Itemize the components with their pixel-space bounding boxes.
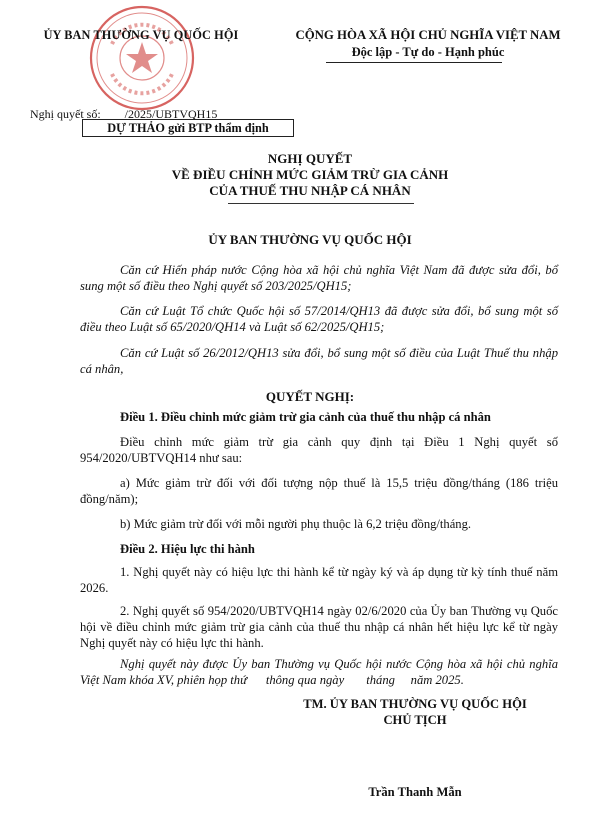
article-2-clause-2: 2. Nghị quyết số 954/2020/UBTVQH14 ngày 02/6/2020 của Ủy ban Thường vụ Quốc hội về điều chỉnh mức giảm trừ gia cảnh của thuế thu nhập cá nhân hết hiệu lực kể từ ngày Nghị quyết này có hiệu lực thi hành. [80,604,558,650]
signature-organization: TM. ỦY BAN THƯỜNG VỤ QUỐC HỘI [303,697,527,711]
signer-name: Trần Thanh Mẫn [368,785,462,799]
preamble-organization-law: Căn cứ Luật Tổ chức Quốc hội số 57/2014/QH13 đã được sửa đổi, bổ sung một số điều theo Luật số 65/2020/QH14 và Luật số 62/2025/QH15; [80,304,558,334]
signature-title: CHỦ TỊCH [383,713,447,727]
article-1-point-b: b) Mức giảm trừ đối với mỗi người phụ thuộc là 6,2 triệu đồng/tháng. [120,517,472,531]
official-seal-icon [88,4,196,112]
article-2-heading: Điều 2. Hiệu lực thi hành [120,542,255,556]
title-line-2: VỀ ĐIỀU CHỈNH MỨC GIẢM TRỪ GIA CẢNH [171,167,449,182]
agency-name: ỦY BAN THƯỜNG VỤ QUỐC HỘI [43,28,239,42]
article-1-intro: Điều chỉnh mức giảm trừ gia cảnh quy định tại Điều 1 Nghị quyết số 954/2020/UBTVQH14 như sau: [80,435,558,465]
article-1-point-a: a) Mức giảm trừ đối với đối tượng nộp thuế là 15,5 triệu đồng/tháng (186 triệu đồng/năm); [80,476,558,506]
document-title [100,151,520,199]
title-line-1: NGHỊ QUYẾT [267,151,353,166]
preamble-constitution: Căn cứ Hiến pháp nước Cộng hòa xã hội chủ nghĩa Việt Nam đã được sửa đổi, bổ sung một số điều theo Nghị quyết số 203/2025/QH15; [80,263,558,293]
decide-heading: QUYẾT NGHỊ: [265,389,355,404]
document-number: Nghị quyết số: /2025/UBTVQH15 [30,107,218,121]
issuing-authority: ỦY BAN THƯỜNG VỤ QUỐC HỘI [208,232,412,247]
motto-underline [326,62,502,63]
country-name: CỘNG HÒA XÃ HỘI CHỦ NGHĨA VIỆT NAM [295,28,561,42]
article-2-clause-1: 1. Nghị quyết này có hiệu lực thi hành kể từ ngày ký và áp dụng từ kỳ tính thuế năm 2026. [80,565,558,595]
title-divider [228,203,414,204]
draft-label-box: DỰ THẢO gửi BTP thẩm định [82,119,294,137]
national-motto: Độc lập - Tự do - Hạnh phúc [351,45,505,59]
closing-statement: Nghị quyết này được Ủy ban Thường vụ Quốc hội nước Cộng hòa xã hội chủ nghĩa Việt Nam khóa XV, phiên họp thứ thông qua ngày tháng năm 2025. [80,657,562,687]
preamble-tax-law: Căn cứ Luật số 26/2012/QH13 sửa đổi, bổ sung một số điều của Luật Thuế thu nhập cá nhân, [80,346,558,376]
title-line-3: CỦA THUẾ THU NHẬP CÁ NHÂN [209,183,411,198]
article-1-heading: Điều 1. Điều chỉnh mức giảm trừ gia cảnh của thuế thu nhập cá nhân [120,410,491,424]
